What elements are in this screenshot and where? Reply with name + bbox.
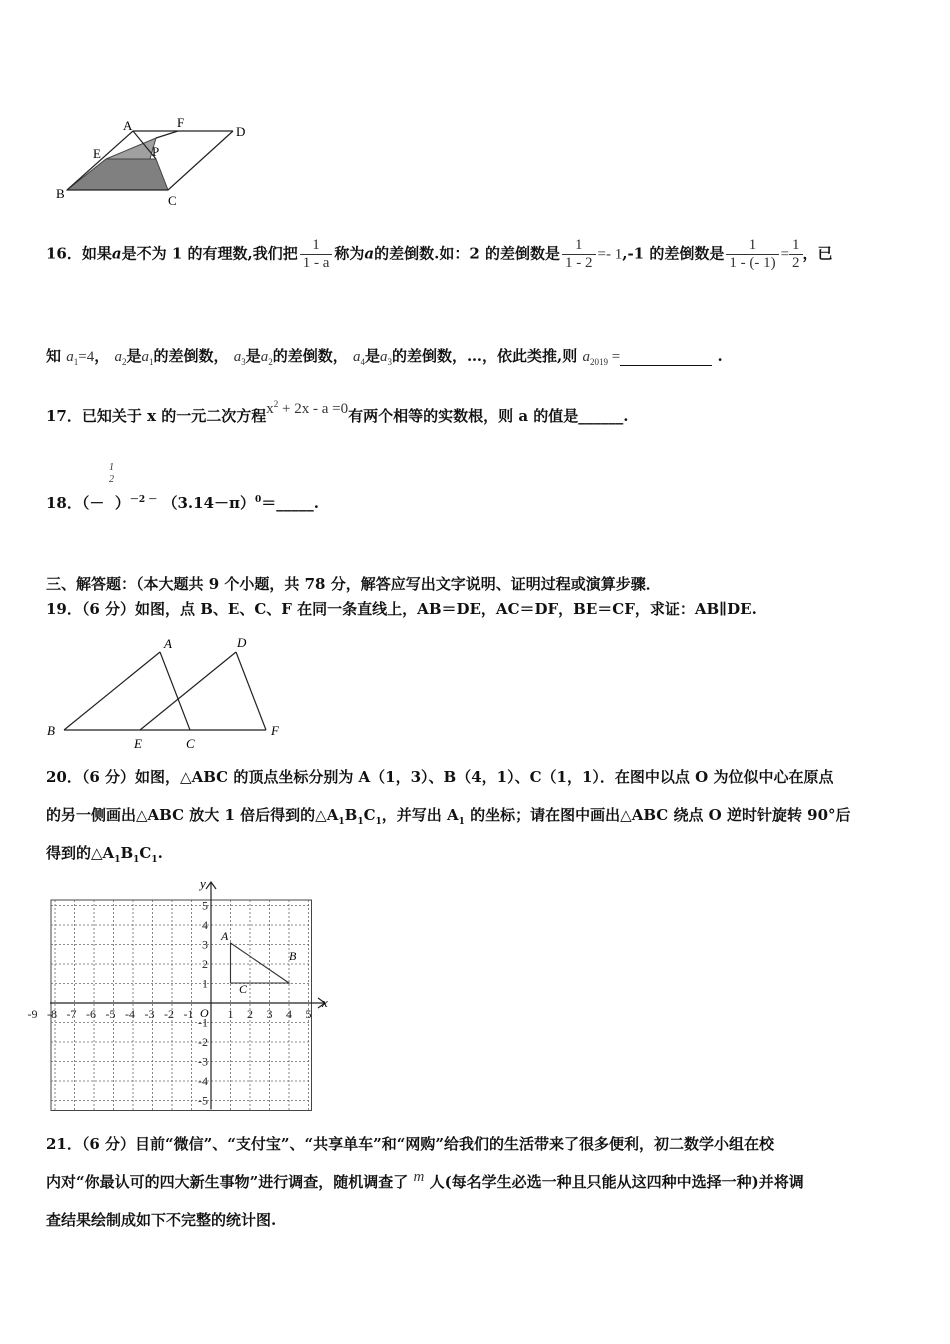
triangles-figure <box>40 630 300 755</box>
x-tick-label: -9 <box>27 1007 38 1021</box>
point-C-label: C <box>239 982 248 996</box>
section-heading: 三、解答题：（本大题共 9 个小题，共 78 分，解答应写出文字说明、证明过程或演算步骤． <box>46 575 661 593</box>
q18-line: 18．（－ ）$^{-2 -}$ $(3.14-\pi)^0=\_\_\_\_\_$. <box>46 494 319 512</box>
x-tick-label: -5 <box>105 1007 116 1021</box>
label-B: B <box>56 186 65 201</box>
label-E: E <box>134 736 142 751</box>
y-tick-label: 3 <box>202 937 208 952</box>
y-tick-label: -1 <box>198 1015 208 1030</box>
y-axis-label: y <box>200 876 206 891</box>
label-D: D <box>237 635 247 650</box>
q19-text: 19．（6 分）如图，点 B、E、C、F 在同一条直线上，AB＝DE，AC＝DF，BE＝CF，求证：AB∥DE. <box>46 600 757 618</box>
x-tick-label: 3 <box>266 1007 273 1021</box>
q20-line1: 20．（6 分）如图，△ABC 的顶点坐标分别为 A（1，3）、B（4，1）、C（1，1）．在图中以点 O 为位似中心在原点 <box>46 768 834 786</box>
q18-fraction: 1 2 <box>109 462 114 485</box>
answer-blank[interactable] <box>620 347 712 366</box>
parallelogram-figure <box>50 110 260 210</box>
y-tick-label: -4 <box>198 1074 208 1088</box>
q17-line: 17．已知关于 x 的一元二次方程$x^2 + 2x - a =0$有两个相等的实数根，则 a 的值是______. <box>46 399 629 425</box>
label-C: C <box>168 193 177 208</box>
x-tick-label: 1 <box>227 1007 234 1021</box>
x-tick-label: -3 <box>144 1007 155 1021</box>
label-D: D <box>236 124 246 139</box>
label-B: B <box>47 723 55 738</box>
y-tick-label: -2 <box>198 1035 208 1049</box>
label-E: E <box>93 146 101 161</box>
coordinate-grid <box>27 876 340 1116</box>
label-P: P <box>152 144 160 159</box>
x-axis-label: x <box>322 995 328 1010</box>
point-A-label: A <box>221 929 229 943</box>
x-tick-label: -6 <box>86 1007 96 1021</box>
origin-label: O <box>200 1006 209 1020</box>
y-tick-label: 5 <box>202 898 208 913</box>
q16-line1: 16．如果a是不为 1 的有理数,我们把 $\frac{1}{1 - a}$ 称为a的差倒数.如：2 的差倒数是 $\frac{1}{1 - 2}$ =- 1,-1 的差倒数是 $\frac{1}{1 - (- 1)}$ = $\frac{1}{2}$ ，已 <box>46 237 833 271</box>
q21-line2: 内对“你最认可的四大新生事物”进行调查，随机调查了 m 人(每名学生必选一种且只能从这四种中选择一种)并将调 <box>46 1169 804 1191</box>
x-tick-label: -1 <box>183 1007 194 1021</box>
label-F: F <box>177 115 185 130</box>
label-C: C <box>186 736 195 751</box>
q20-line2: 的另一侧画出△ABC 放大 1 倍后得到的$\triangle A_1B_1C_1$，并写出 $A_1$ 的坐标；请在图中画出△ABC 绕点 O 逆时针旋转 90°后 <box>46 806 851 827</box>
q21-line1: 21．（6 分）目前“微信”、“支付宝”、“共享单车”和“网购”给我们的生活带来了很多便利，初二数学小组在校 <box>46 1135 775 1153</box>
y-tick-label: -5 <box>198 1093 208 1108</box>
label-A: A <box>123 118 133 133</box>
x-tick-label: -7 <box>66 1007 77 1021</box>
q20-line3: 得到的$\triangle A_1B_1C_1$. <box>46 844 163 865</box>
q16-line2: 知 $a_1=4$， $a_2$是$a_1$的差倒数， $a_3$是$a_2$的差倒数， $a_4$是$a_3$的差倒数，…，依此类推,则 $a_{2019}$ = . <box>46 347 723 367</box>
point-B-label: B <box>289 949 297 963</box>
y-tick-label: 4 <box>202 918 208 932</box>
y-tick-label: 1 <box>202 976 208 991</box>
y-tick-label: 2 <box>202 957 208 971</box>
label-F: F <box>271 723 279 738</box>
grid-frame <box>51 900 312 1111</box>
x-tick-label: 2 <box>247 1007 253 1021</box>
x-tick-label: 5 <box>305 1007 312 1021</box>
y-tick-label: -3 <box>198 1054 208 1069</box>
q21-line3: 查结果绘制成如下不完整的统计图. <box>46 1211 277 1229</box>
shaded-trapezoid <box>67 159 168 190</box>
x-tick-label: -4 <box>125 1007 135 1021</box>
x-tick-label: 4 <box>286 1007 292 1021</box>
x-tick-label: -2 <box>164 1007 174 1021</box>
triangle-abc <box>231 943 290 983</box>
label-A: A <box>164 636 172 651</box>
x-tick-label: -8 <box>47 1007 57 1021</box>
